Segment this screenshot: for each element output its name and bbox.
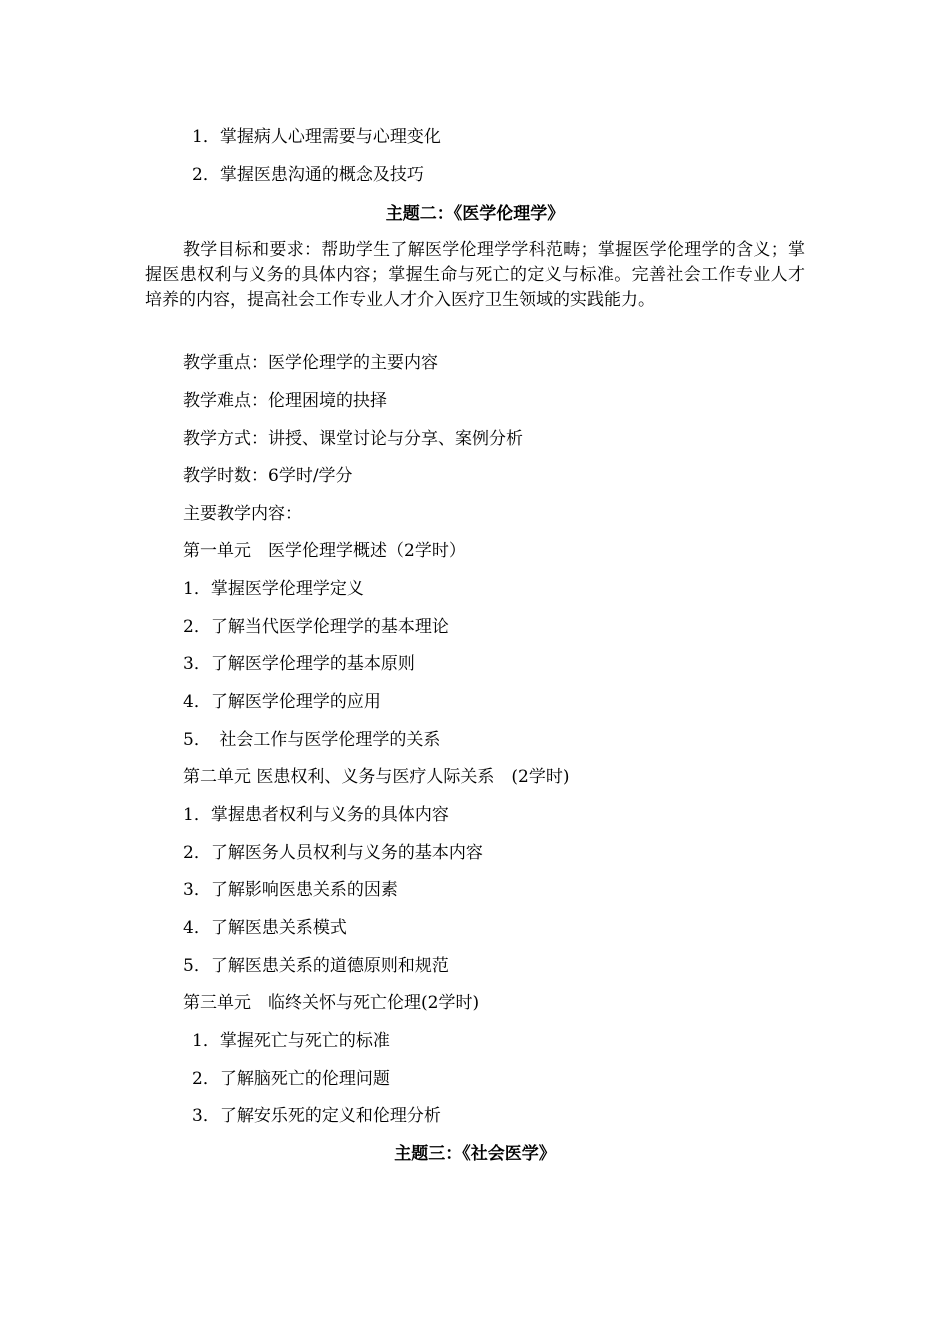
list-item: 2．了解当代医学伦理学的基本理论 <box>183 617 449 637</box>
list-item: 4．了解医患关系模式 <box>183 918 347 938</box>
list-item: 5． 社会工作与医学伦理学的关系 <box>183 730 441 750</box>
key-points: 教学重点：医学伦理学的主要内容 <box>183 353 438 373</box>
methods: 教学方式：讲授、课堂讨论与分享、案例分析 <box>183 429 523 449</box>
list-item: 2．了解医务人员权利与义务的基本内容 <box>183 843 483 863</box>
difficulties: 教学难点：伦理困境的抉择 <box>183 391 387 411</box>
topic-heading-2: 主题二：《医学伦理学》 <box>385 204 565 224</box>
list-item: 3．了解安乐死的定义和伦理分析 <box>192 1106 441 1126</box>
list-item: 3．了解医学伦理学的基本原则 <box>183 654 415 674</box>
list-item: 2．掌握医患沟通的概念及技巧 <box>192 165 424 185</box>
objectives-paragraph: 教学目标和要求：帮助学生了解医学伦理学学科范畴；掌握医学伦理学的含义；掌握医患权利与义务的具体内容；掌握生命与死亡的定义与标准。完善社会工作专业人才培养的内容，提高社会工作专业人才介入医疗卫生领域的实践能力。 <box>145 240 805 310</box>
list-item: 1．掌握医学伦理学定义 <box>183 579 364 599</box>
unit-title: 第一单元 医学伦理学概述（2学时） <box>183 541 466 561</box>
list-item: 1．掌握死亡与死亡的标准 <box>192 1031 390 1051</box>
list-item: 4．了解医学伦理学的应用 <box>183 692 381 712</box>
list-item: 1．掌握病人心理需要与心理变化 <box>192 127 441 147</box>
list-item: 3．了解影响医患关系的因素 <box>183 880 398 900</box>
unit-title: 第三单元 临终关怀与死亡伦理(2学时) <box>183 993 480 1013</box>
list-item: 2．了解脑死亡的伦理问题 <box>192 1069 390 1089</box>
unit-title: 第二单元 医患权利、义务与医疗人际关系 (2学时) <box>183 767 570 787</box>
hours: 教学时数：6学时/学分 <box>183 466 353 486</box>
main-content-label: 主要教学内容： <box>183 504 302 524</box>
list-item: 1．掌握患者权利与义务的具体内容 <box>183 805 449 825</box>
topic-heading-3: 主题三：《社会医学》 <box>394 1144 556 1164</box>
list-item: 5．了解医患关系的道德原则和规范 <box>183 956 449 976</box>
